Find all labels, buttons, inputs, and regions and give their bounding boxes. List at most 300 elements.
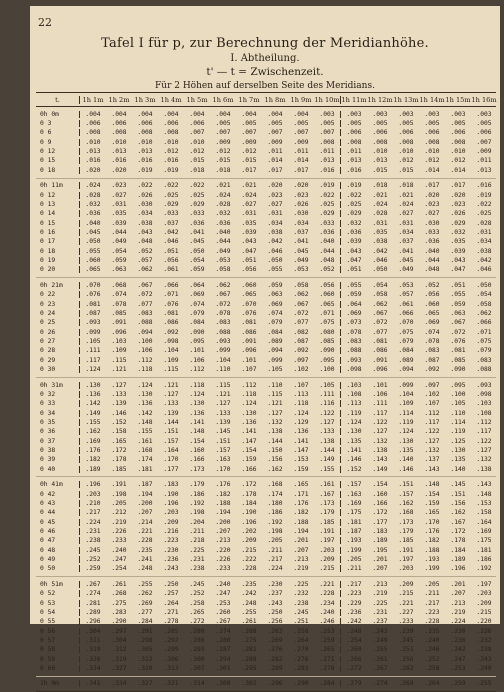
table-cell: .245 [189, 580, 205, 588]
table-cell: .019 [346, 182, 362, 190]
table-cell: .013 [372, 157, 388, 165]
table-cell: .036 [189, 219, 205, 227]
table-cell: .236 [450, 636, 466, 644]
row-label: 0 42 [36, 491, 80, 498]
table-cell: .196 [85, 481, 101, 489]
table-cell: .078 [111, 300, 127, 308]
table-cell: .016 [346, 166, 362, 174]
table-cell: .176 [293, 499, 309, 507]
header-column: 1h 9m [290, 95, 312, 104]
table-cell: .186 [189, 490, 205, 498]
table-cell: .074 [424, 328, 440, 336]
table-cell: .209 [241, 537, 257, 545]
header-label-t: t. [36, 96, 80, 104]
table-cell: .130 [398, 437, 414, 445]
table-cell: .255 [476, 680, 492, 688]
table-cell: .154 [372, 481, 388, 489]
table-cell: .138 [314, 438, 341, 445]
table-cell: .046 [476, 266, 492, 274]
table-cell: .232 [293, 590, 309, 598]
table-cell: .130 [241, 409, 257, 417]
table-cell: .010 [372, 148, 388, 156]
table-cell: .239 [398, 627, 414, 635]
table-cell: .157 [398, 490, 414, 498]
table-row [36, 290, 496, 299]
table-cell: .078 [215, 310, 231, 318]
table-cell: .177 [163, 465, 179, 473]
table-cell: .031 [372, 219, 388, 227]
table-cell: .269 [267, 636, 283, 644]
table-cell: .086 [372, 347, 388, 355]
table-cell: .033 [163, 210, 179, 218]
table-cell: .220 [476, 618, 492, 626]
table-cell: .108 [346, 390, 362, 398]
table-row [36, 110, 496, 119]
table-cell: .008 [111, 129, 127, 137]
table-cell: .109 [111, 347, 127, 355]
table-cell: .124 [189, 390, 205, 398]
table-cell: .243 [476, 655, 492, 663]
table-cell: .163 [215, 456, 231, 464]
table-cell: .006 [424, 129, 440, 137]
table-cell: .285 [163, 627, 179, 635]
row-label: 0h 0m [36, 111, 80, 118]
table-cell: .245 [293, 608, 309, 616]
table-cell: .056 [241, 266, 257, 274]
table-cell: .228 [137, 537, 153, 545]
table-row [36, 654, 496, 663]
table-cell: .264 [293, 636, 309, 644]
table-cell: .007 [215, 129, 231, 137]
table-cell: .250 [163, 580, 179, 588]
table-cell: .304 [85, 627, 101, 635]
table-cell: .252 [85, 555, 101, 563]
table-cell: .138 [372, 447, 388, 455]
table-cell: .211 [189, 527, 205, 535]
table-cell: .287 [215, 646, 231, 654]
table-cell: .074 [111, 291, 127, 299]
table-cell: .299 [163, 646, 179, 654]
table-cell: .093 [215, 338, 231, 346]
table-cell: .168 [398, 509, 414, 517]
table-cell: .231 [189, 555, 205, 563]
table-cell: .127 [372, 428, 388, 436]
table-cell: .251 [398, 646, 414, 654]
table-cell: .005 [267, 120, 283, 128]
table-cell: .101 [189, 347, 205, 355]
table-row [36, 138, 496, 147]
table-cell: .124 [346, 418, 362, 426]
table-cell: .212 [111, 509, 127, 517]
table-cell: .059 [189, 266, 205, 274]
table-cell: .119 [450, 428, 466, 436]
table-cell: .033 [424, 229, 440, 237]
table-cell: .082 [293, 328, 309, 336]
table-cell: .203 [398, 565, 414, 573]
table-cell: .093 [85, 319, 101, 327]
table-cell: .099 [267, 356, 283, 364]
row-label: 0 37 [36, 438, 80, 445]
table-cell: .263 [267, 627, 283, 635]
table-cell: .170 [215, 465, 231, 473]
table-cell: .211 [346, 565, 362, 573]
table-cell: .249 [476, 664, 492, 672]
table-cell: .011 [476, 157, 492, 165]
table-cell: .113 [346, 400, 362, 408]
row-group [36, 677, 496, 692]
table-cell: .201 [450, 580, 466, 588]
row-group [36, 278, 496, 378]
table-cell: .084 [267, 328, 283, 336]
table-cell: .133 [314, 428, 341, 435]
table-cell: .115 [163, 366, 179, 374]
table-row [36, 517, 496, 526]
table-cell: .015 [372, 166, 388, 174]
table-cell: .021 [241, 182, 257, 190]
table-cell: .205 [267, 537, 283, 545]
header-column: 1h 10m [314, 95, 340, 104]
table-cell: .172 [241, 481, 257, 489]
table-cell: .103 [111, 338, 127, 346]
table-cell: .141 [189, 418, 205, 426]
row-label: 0 22 [36, 291, 80, 298]
table-cell: .057 [137, 257, 153, 265]
table-cell: .060 [85, 257, 101, 265]
table-cell: .036 [215, 219, 231, 227]
table-cell: .078 [346, 328, 362, 336]
table-cell: .101 [241, 356, 257, 364]
table-cell: .013 [346, 157, 362, 165]
table-cell: .012 [215, 148, 231, 156]
table-cell: .258 [293, 627, 309, 635]
table-cell: .040 [85, 219, 101, 227]
table-cell: .028 [476, 219, 492, 227]
table-cell: .079 [267, 319, 283, 327]
table-cell: .016 [314, 167, 341, 174]
table-cell: .224 [85, 518, 101, 526]
table-cell: .062 [215, 281, 231, 289]
table-cell: .162 [267, 465, 283, 473]
table-cell: .028 [215, 201, 231, 209]
table-cell: .217 [346, 580, 362, 588]
table-cell: .292 [163, 636, 179, 644]
table-cell: .192 [189, 499, 205, 507]
table-cell: .279 [346, 680, 362, 688]
table-cell: .097 [293, 356, 309, 364]
table-cell: .182 [215, 490, 231, 498]
table-cell: .083 [137, 310, 153, 318]
row-label: 0 43 [36, 500, 80, 507]
table-cell: .037 [293, 229, 309, 237]
table-cell: .010 [111, 138, 127, 146]
table-cell: .278 [163, 618, 179, 626]
table-row [36, 237, 496, 246]
table-cell: .122 [372, 418, 388, 426]
table-cell: .122 [314, 410, 341, 417]
table-cell: .059 [450, 300, 466, 308]
table-cell: .213 [215, 537, 231, 545]
row-label: 0h 21m [36, 282, 80, 289]
table-cell: .189 [85, 465, 101, 473]
table-cell: .155 [137, 428, 153, 436]
table-cell: .059 [111, 257, 127, 265]
table-cell: .072 [372, 319, 388, 327]
table-cell: .217 [85, 509, 101, 517]
page-number: 22 [38, 16, 52, 29]
table-cell: .104 [398, 390, 414, 398]
table-cell: .110 [215, 366, 231, 374]
table-cell: .054 [476, 291, 492, 299]
table-cell: .100 [314, 366, 341, 373]
table-cell: .326 [85, 655, 101, 663]
row-label: 0 26 [36, 329, 80, 336]
table-cell: .007 [267, 129, 283, 137]
table-cell: .006 [137, 120, 153, 128]
row-label: 0 9 [36, 139, 80, 146]
table-cell: .060 [241, 281, 257, 289]
table-cell: .066 [476, 319, 492, 327]
table-cell: .024 [398, 201, 414, 209]
table-cell: .048 [137, 238, 153, 246]
table-cell: .060 [314, 291, 341, 298]
table-cell: .229 [346, 599, 362, 607]
table-cell: .201 [372, 555, 388, 563]
table-row [36, 408, 496, 417]
table-cell: .242 [241, 590, 257, 598]
table-cell: .081 [163, 310, 179, 318]
table-cell: .041 [293, 238, 309, 246]
table-cell: .281 [241, 646, 257, 654]
table-cell: .067 [137, 281, 153, 289]
table-cell: .173 [398, 518, 414, 526]
table-cell: .005 [241, 120, 257, 128]
table-cell: .004 [163, 110, 179, 118]
table-cell: .065 [424, 310, 440, 318]
table-cell: .283 [111, 608, 127, 616]
table-cell: .023 [293, 191, 309, 199]
table-cell: .130 [137, 390, 153, 398]
table-cell: .009 [241, 138, 257, 146]
table-cell: .268 [241, 627, 257, 635]
table-cell: .245 [85, 546, 101, 554]
table-cell: .196 [163, 499, 179, 507]
table-cell: .029 [450, 219, 466, 227]
table-row [36, 527, 496, 536]
table-cell: .042 [372, 247, 388, 255]
table-cell: .005 [215, 120, 231, 128]
table-cell: .240 [111, 546, 127, 554]
table-cell: .024 [372, 201, 388, 209]
table-cell: .130 [189, 400, 205, 408]
table-cell: .053 [215, 257, 231, 265]
table-cell: .096 [241, 347, 257, 355]
table-cell: .083 [424, 347, 440, 355]
row-label: 0 45 [36, 519, 80, 526]
table-cell: .028 [85, 191, 101, 199]
table-row [36, 309, 496, 318]
table-cell: .006 [163, 120, 179, 128]
table-row [36, 480, 496, 489]
table-cell: .124 [85, 366, 101, 374]
table-cell: .109 [163, 356, 179, 364]
table-cell: .049 [293, 257, 309, 265]
table-cell: .049 [111, 238, 127, 246]
table-cell: .066 [398, 310, 414, 318]
table-cell: .248 [241, 599, 257, 607]
table-cell: .151 [215, 437, 231, 445]
table-cell: .008 [450, 138, 466, 146]
row-label: 0 55 [36, 618, 80, 625]
table-cell: .302 [241, 680, 257, 688]
table-row [36, 564, 496, 573]
table-cell: .026 [293, 201, 309, 209]
table-cell: .162 [398, 499, 414, 507]
table-cell: .014 [424, 166, 440, 174]
table-cell: .014 [450, 166, 466, 174]
table-cell: .019 [314, 182, 341, 189]
table-cell: .321 [163, 680, 179, 688]
table-cell: .133 [163, 400, 179, 408]
table-cell: .010 [137, 138, 153, 146]
table-cell: .042 [163, 229, 179, 237]
header-column: 1h 13m [393, 95, 419, 104]
table-cell: .006 [398, 129, 414, 137]
table-cell: .112 [476, 418, 492, 426]
table-cell: .118 [189, 381, 205, 389]
table-cell: .027 [241, 201, 257, 209]
table-cell: .008 [372, 138, 388, 146]
table-cell: .238 [85, 537, 101, 545]
table-cell: .011 [267, 148, 283, 156]
table-cell: .071 [476, 328, 492, 336]
table-cell: .021 [215, 182, 231, 190]
table-cell: .192 [267, 518, 283, 526]
table-cell: .217 [424, 599, 440, 607]
table-cell: .236 [163, 555, 179, 563]
table-cell: .043 [450, 257, 466, 265]
table-cell: .108 [476, 409, 492, 417]
table-cell: .214 [137, 518, 153, 526]
table-cell: .094 [267, 347, 283, 355]
table-cell: .260 [215, 608, 231, 616]
table-cell: .110 [267, 381, 283, 389]
table-cell: .019 [137, 166, 153, 174]
table-cell: .127 [267, 409, 283, 417]
table-cell: .183 [163, 481, 179, 489]
table-cell: .118 [293, 400, 309, 408]
table-cell: .153 [293, 456, 309, 464]
table-cell: .046 [163, 238, 179, 246]
table-cell: .225 [293, 580, 309, 588]
table-cell: .111 [372, 400, 388, 408]
table-cell: .010 [163, 138, 179, 146]
table-cell: .235 [424, 627, 440, 635]
table-cell: .230 [163, 546, 179, 554]
table-cell: .044 [424, 257, 440, 265]
table-cell: .025 [476, 210, 492, 218]
table-cell: .144 [267, 437, 283, 445]
table-cell: .276 [293, 655, 309, 663]
table-cell: .228 [314, 590, 341, 597]
table-cell: .085 [450, 356, 466, 364]
table-cell: .036 [85, 210, 101, 218]
table-cell: .113 [293, 390, 309, 398]
row-label: 0 29 [36, 357, 80, 364]
table-cell: .265 [189, 608, 205, 616]
table-cell: .243 [163, 565, 179, 573]
table-cell: .063 [111, 266, 127, 274]
table-cell: .053 [293, 266, 309, 274]
table-cell: .064 [346, 300, 362, 308]
book-page [30, 6, 500, 688]
table-cell: .013 [137, 148, 153, 156]
table-cell: .167 [314, 491, 341, 498]
row-label: 0 23 [36, 301, 80, 308]
table-cell: .272 [346, 664, 362, 672]
table-cell: .191 [314, 528, 341, 535]
table-cell: .021 [398, 191, 414, 199]
table-cell: .215 [314, 565, 341, 572]
table-body [36, 107, 496, 691]
table-cell: .056 [163, 257, 179, 265]
table-cell: .017 [241, 166, 257, 174]
table-cell: .211 [424, 590, 440, 598]
table-cell: .081 [372, 338, 388, 346]
table-cell: .031 [241, 210, 257, 218]
table-cell: .210 [85, 499, 101, 507]
table-cell: .064 [189, 281, 205, 289]
table-cell: .226 [111, 527, 127, 535]
table-cell: .084 [189, 319, 205, 327]
table-cell: .184 [241, 499, 257, 507]
table-cell: .039 [241, 229, 257, 237]
table-cell: .180 [267, 499, 283, 507]
table-cell: .170 [424, 518, 440, 526]
table-cell: .008 [346, 138, 362, 146]
table-cell: .245 [398, 636, 414, 644]
row-label: 0 40 [36, 466, 80, 473]
table-cell: .058 [476, 300, 492, 308]
table-cell: .090 [450, 366, 466, 374]
table-cell: .231 [372, 608, 388, 616]
table-cell: .003 [398, 110, 414, 118]
table-cell: .096 [372, 366, 388, 374]
table-cell: .114 [450, 418, 466, 426]
table-cell: .045 [293, 247, 309, 255]
table-cell: .130 [85, 381, 101, 389]
table-cell: .240 [424, 636, 440, 644]
table-cell: .092 [424, 366, 440, 374]
table-cell: .061 [163, 266, 179, 274]
table-cell: .246 [314, 618, 341, 625]
table-row [36, 265, 496, 274]
table-cell: .237 [267, 590, 283, 598]
table-cell: .008 [85, 129, 101, 137]
table-cell: .196 [450, 565, 466, 573]
table-cell: .203 [85, 490, 101, 498]
table-cell: .275 [241, 636, 257, 644]
section-subtitle: I. Abtheilung. [230, 53, 300, 64]
table-cell: .076 [163, 300, 179, 308]
table-cell: .037 [163, 219, 179, 227]
table-cell: .003 [476, 110, 492, 118]
table-cell: .107 [241, 366, 257, 374]
table-cell: .215 [476, 608, 492, 616]
table-cell: .031 [398, 219, 414, 227]
table-cell: .056 [314, 282, 341, 289]
table-cell: .151 [398, 481, 414, 489]
table-cell: .106 [189, 356, 205, 364]
